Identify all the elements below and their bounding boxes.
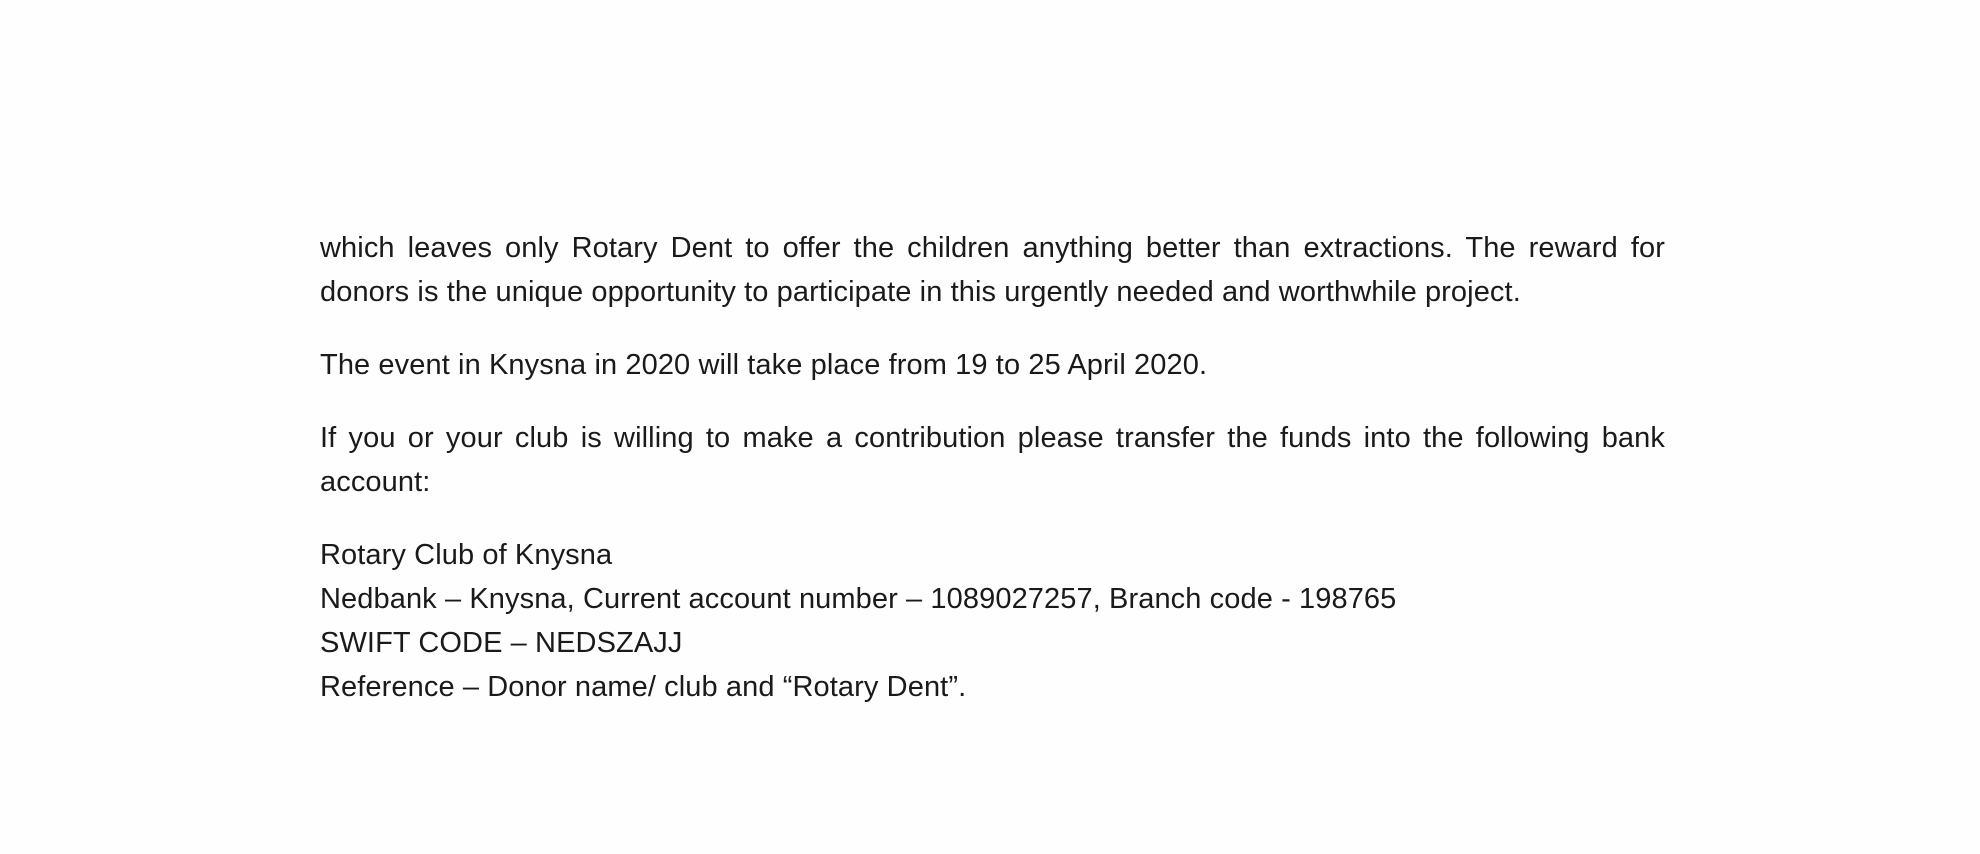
swift-code-line: SWIFT CODE – NEDSZAJJ <box>320 627 683 659</box>
bank-details <box>320 533 1665 709</box>
account-name: Rotary Club of Knysna <box>320 539 613 571</box>
letter-body <box>320 226 1665 709</box>
reference-line: Reference – Donor name/ club and “Rotary Dent”. <box>320 671 967 703</box>
paragraph-event-dates: The event in Knysna in 2020 will take place from 19 to 25 April 2020. <box>320 349 1208 381</box>
paragraph-project-reward: which leaves only Rotary Dent to offer the children anything better than extractions. The reward for donors is the unique opportunity to participate in this urgently needed and worthwhile project. <box>320 232 1665 308</box>
paragraph-contribution-request: If you or your club is willing to make a contribution please transfer the funds into the following bank account: <box>320 422 1665 498</box>
bank-account-line: Nedbank – Knysna, Current account number – 1089027257, Branch code - 198765 <box>320 583 1397 615</box>
